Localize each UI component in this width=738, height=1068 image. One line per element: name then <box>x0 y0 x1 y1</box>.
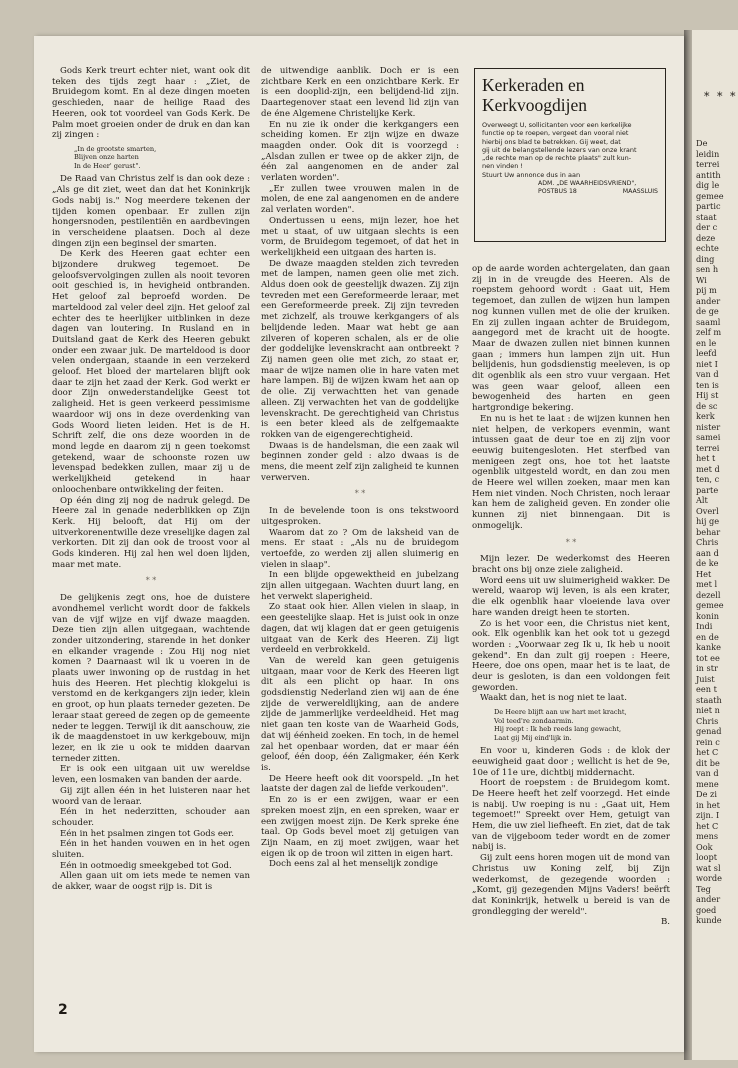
adjacent-page-line: saaml <box>696 316 721 327</box>
verse-line: Blijven onze harten <box>74 153 139 162</box>
verse-line: In de Heer' gerust". <box>74 161 141 170</box>
adjacent-page-line: pij m <box>696 285 717 295</box>
adjacent-page-line: aan d <box>696 547 719 558</box>
adjacent-page-line: samei <box>696 432 721 442</box>
section-separator: * * <box>565 537 577 547</box>
paragraph: Gij zijt allen één in het luisteren naar het woord van de leraar. <box>52 785 250 807</box>
paragraph: op de aarde worden achtergelaten, dan gaan zij in in de vreugde des Heeren. Als de roepstem gehoord wordt : Gaat uit, Hem tegemoet, dan zullen de wijzen hun lampen nog kunnen vullen met de olie der kruiken. En zij zullen ingaan achter de Bruidegom, aangegord met de kracht uit de hoogte. Maar de dwazen zullen niet binnen kunnen gaan ; immers hun lampen zijn uit. Hun belijdenis, hun godsdienstig meeleven, is op dit ogenblik als een stro vuur vergaan. Het was geen waar geloof, alleen een bewogenheid des harten en geen hartgrondige bekering. <box>472 264 670 414</box>
paragraph: Doch eens zal al het menselijk zondige <box>269 859 438 870</box>
adjacent-page-line: terrei <box>696 159 720 169</box>
adjacent-page-line: staath <box>696 694 722 705</box>
paragraph: Zo is het voor een, die Christus niet kent, ook. Elk ogenblik kan het ook tot u gezegd worden : „Voorwaar zeg Ik u, Ik heb u nooit gekend". En dan zult gij roepen : Heere, Heere, doe ons open, maar het is te laat, de deur is gesloten, is dan een voldongen feit geworden. <box>472 618 670 693</box>
paragraph: Word eens uit uw sluimerigheid wakker. De wereld, waarop wij leven, is als een krater, die elk ogenblik haar vloeiende lava over hare wanden dreigt heen te storten. <box>472 575 670 618</box>
adjacent-page-line: zelf m <box>696 327 722 337</box>
adjacent-page-line: en le <box>696 337 717 348</box>
adjacent-page-line: gemee <box>696 600 724 610</box>
paragraph: Er is ook een uitgaan uit uw wereldse leven, een losmaken van banden der aarde. <box>52 764 250 786</box>
adjacent-page-stars: * * * <box>704 90 738 103</box>
paragraph: Eén in ootmoedig smeekgebed tot God. <box>60 860 232 871</box>
paragraph: Waarom dat zo ? Om de laksheid van de mens. Er staat : „Als nu de bruidegom vertoefde, zo werden zij allen sluimerig en vielen in slaap". <box>261 527 459 570</box>
ad-title <box>482 75 658 115</box>
advertisement-box <box>474 68 666 242</box>
paragraph: En nu zie ik onder die kerkgangers een scheiding komen. Er zijn wijze en dwaze maagden onder. Ook dit is voorzegd : „Alsdan zullen er twee op de akker zijn, de één zal aangenomen en de ander zal verlaten worden". <box>261 119 459 184</box>
adjacent-page-line: worde <box>696 873 722 883</box>
adjacent-page-line: dig le <box>696 180 720 190</box>
adjacent-page-line: Ook <box>696 841 713 852</box>
adjacent-page-line: een t <box>696 684 717 694</box>
page-number: 2 <box>58 1002 68 1018</box>
paragraph: Hoort de roepstem : de Bruidegom komt. De Heere heeft het zelf voorzegd. Het einde is nabij. Uw roeping is nu : „Gaat uit, Hem tegemoet!" Spreekt over Hem, getuigt van Hem, die uw ziel liefheeft. En ziet, dat de tak van de vijgeboom teder wordt en de zomer nabij is. <box>472 778 670 853</box>
adjacent-page-line: de sc <box>696 400 718 411</box>
adjacent-page-line: ander <box>696 894 721 904</box>
adjacent-page-line: rein c <box>696 736 720 747</box>
adjacent-page-edge <box>692 30 738 1060</box>
paragraph: „Er zullen twee vrouwen malen in de molen, de ene zal aangenomen en de andere zal verlaten worden". <box>261 183 459 216</box>
adjacent-page-line: loopt <box>696 852 718 862</box>
paragraph: En voor u, kinderen Gods : de klok der eeuwigheid gaat door ; wellicht is het de 9e, 10e of 11e ure, dichtbij middernacht. <box>472 746 670 778</box>
adjacent-page-line: ding <box>696 253 715 264</box>
verse-line: Vol teed're zondaarmin. <box>494 716 574 725</box>
paragraph: Eén in het nederzitten, schouder aan schouder. <box>52 807 250 828</box>
author-signature: B. <box>660 917 670 928</box>
section-separator: * * <box>145 576 157 586</box>
ad-title-line: Kerkeraden en <box>482 75 585 95</box>
adjacent-page-line: tot ee <box>696 652 720 663</box>
newspaper-page <box>34 36 684 1052</box>
ad-body <box>482 121 658 179</box>
column-3 <box>472 264 670 928</box>
paragraph: En zo is er een zwijgen, waar er een spreken moest zijn, en een spreken, waar er een zwijgen moest zijn. De Kerk spreke éne taal. Op Gods bevel moet zij getuigen van Zijn Naam, en zij moet zwijgen, waar het eigen ik op de troon wil zitten in eigen hart. <box>261 795 459 859</box>
adjacent-page-line: Hij st <box>696 390 719 400</box>
ad-title-line: Kerkvoogdijen <box>482 95 587 115</box>
adjacent-page-line: goed <box>696 904 717 915</box>
adjacent-page-line: nister <box>696 421 721 432</box>
paragraph: Eén in het psalmen zingen tot Gods eer. <box>60 828 234 839</box>
adjacent-page-line: De zi <box>696 789 717 799</box>
paragraph: Waakt dan, het is nog niet te laat. <box>480 693 627 704</box>
adjacent-page-line: behar <box>696 526 721 537</box>
adjacent-page-line: sen h <box>696 264 719 274</box>
adjacent-page-line: genad <box>696 726 722 736</box>
column-2 <box>261 66 459 870</box>
adjacent-page-line: het C <box>696 747 719 757</box>
ad-body-line: functie op te roepen, vergeet dan vooral niet <box>482 129 629 138</box>
paragraph: En nu is het te laat : de wijzen kunnen hen niet helpen, de verkopers evenmin, want intussen gaat de deur toe en zij zijn voor eeuwig buitengesloten. Het sterfbed van menigeen zegt ons, hoe tot het laatste ogenblik uitgesteld wordt, en dan zou men de Heere wel willen zoeken, maar men kan Hem niet vinden. Noch Christen, noch leraar kan hem de zaligheid geven. En zonder olie kunnen zij niet binnengaan. Dit is onmogelijk. <box>472 413 670 531</box>
adjacent-page-line: in str <box>696 663 718 673</box>
paragraph: Op één ding zij nog de nadruk gelegd. De Heere zal in genade nederblikken op Zijn Kerk. Hij belooft, dat Hij om der uitverkorenentwille deze vreselijke dagen zal verkorten. Dit zij dan ook de troost voor al Gods kinderen. Hij zal hen wel doen lijden, maar met mate. <box>52 495 250 570</box>
ad-postbus: POSTBUS 18 <box>538 187 577 195</box>
paragraph: Gij zult eens horen mogen uit de mond van Christus uw Koning zelf, bij Zijn wederkomst, de gezegende woorden : „Komt, gij gezegenden Mijns Vaders! beërft dat Koninkrijk, hetwelk u bereid is van de grondlegging der wereld". <box>472 853 670 917</box>
ad-body-line: Stuurt Uw annonce dus in aan <box>482 170 581 179</box>
adjacent-page-line: niet n <box>696 705 720 715</box>
adjacent-page-line: Indi <box>696 621 713 631</box>
ad-city: MAASSLUIS <box>622 187 658 195</box>
verse-line: De Heere blijft aan uw hart met kracht, <box>494 708 627 717</box>
paragraph: Zo staat ook hier. Allen vielen in slaap, in een geestelijke slaap. Het is juist ook in onze dagen, dat wij klagen dat er geen getuigenis uitgaat van de Kerk des Heeren. Zij ligt verdeeld en verbrokkeld. <box>261 602 459 656</box>
adjacent-page-line: mene <box>696 778 719 789</box>
adjacent-page-line: de ge <box>696 306 719 316</box>
quote-verse <box>494 708 670 742</box>
paragraph: De Raad van Christus zelf is dan ook deze : „Als ge dit ziet, weet dan dat het Koninkrijk Gods nabij is." Nog meerdere tekenen der tijden komen openbaar. Er zullen zijn hongersnoden, pestilentiën en aardbevingen in verscheidene plaatsen. Doch al deze dingen zijn een beginsel der smarten. <box>52 174 250 249</box>
ad-body-line: hierbij ons blad te betrekken. Gij weet, dat <box>482 137 621 146</box>
adjacent-page-line: dezell <box>696 589 721 600</box>
adjacent-page-line: Wi <box>696 274 707 285</box>
adjacent-page-line: en de <box>696 631 719 642</box>
paragraph: Van de wereld kan geen getuigenis uitgaan, maar voor de Kerk des Heeren ligt dit als een plicht op haar. In ons godsdienstig Nederland zien wij aan de éne zijde de verwereldlijking, aan de andere zijde de jammerlijke verdeeldheid. Het mag niet gaan ten koste van de Waarheid Gods, dat wij éénheid zoeken. En toch, in de hemel zal het openbaar worden, dat er maar één geloof, één doop, één Zaligmaker, één Kerk is. <box>261 655 459 773</box>
adjacent-page-line: kunde <box>696 915 722 925</box>
adjacent-page-line: partic <box>696 201 721 211</box>
ad-address <box>482 180 658 196</box>
paragraph: In de bevelende toon is ons tekstwoord uitgesproken. <box>261 506 459 527</box>
adjacent-page-line: De <box>696 138 708 148</box>
adjacent-page-line: van d <box>696 768 719 778</box>
adjacent-page-line: konin <box>696 610 720 621</box>
ad-address-line: ADM. „DE WAARHEIDSVRIEND", <box>538 180 637 188</box>
adjacent-page-line: hij ge <box>696 516 720 526</box>
adjacent-page-line: van d <box>696 369 719 379</box>
paragraph: De Heere heeft ook dit voorspeld. „In het laatste der dagen zal de liefde verkouden". <box>261 773 459 795</box>
paragraph: Allen gaan uit om iets mede te nemen van de akker, waar de oogst rijp is. Dit is <box>52 871 250 893</box>
paragraph: Dwaas is de handelsman, die een zaak wil beginnen zonder geld : alzo dwaas is de mens, die meent zelf zijn zaligheid te kunnen verwerven. <box>261 440 459 483</box>
ad-body-line: Overweegt U, sollicitanten voor een kerkelijke <box>482 121 632 129</box>
adjacent-page-line: de ke <box>696 558 719 568</box>
adjacent-page-line: Het <box>696 568 712 579</box>
verse-line: Laat gij Mij eind'lijk in. <box>494 733 572 742</box>
adjacent-page-line: staat <box>696 211 717 222</box>
adjacent-page-line: leidin <box>696 148 720 159</box>
ad-body-line: gij uit de belangstellende lezers van onze krant <box>482 145 637 154</box>
adjacent-page-line: deze <box>696 232 716 243</box>
adjacent-page-line: dit be <box>696 757 720 768</box>
adjacent-page-line: Chris <box>696 537 719 547</box>
adjacent-page-line: ten, c <box>696 474 720 484</box>
paragraph: Ondertussen u eens, mijn lezer, hoe het met u staat, of uw uitgaan slechts is een vorm, de Bruidegom tegemoet, of dat het in werkelijkheid een uitgaan des harten is. <box>261 215 459 258</box>
verse-line: „In de grootste smarten, <box>74 144 157 153</box>
adjacent-page-line: wat sl <box>696 862 721 873</box>
paragraph: De dwaze maagden stelden zich tevreden met de lampen, namen geen olie met zich. Aldus doen ook de geestelijk dwazen. Zij zijn tevreden met een Gereformeerde leraar, met een Gereformeerde preek. Zij zijn tevreden met zichzelf, als trouwe kerkgangers of als belijdende leden. Maar wat hebt ge aan zilveren of koperen schalen, als er de olie der goddelijke levenskracht aan ontbreekt ? Zij namen geen olie met zich, zo staat er, maar de wijze namen olie in hare vaten met hare lampen. Bij de wijzen kwam het aan op de olie. Zij verwachtten het van genade alleen. Zij verwachten het van de goddelijke levenskracht. De gerechtigheid van Christus is een beter kleed als de zelfgemaakte rokken van de eigengerechtigheid. <box>261 258 459 440</box>
paragraph: Mijn lezer. De wederkomst des Heeren bracht ons bij onze ziele zaligheid. <box>472 554 670 575</box>
adjacent-page-line: terrei <box>696 442 720 453</box>
adjacent-page-line: niet I <box>696 358 718 369</box>
adjacent-page-line: het C <box>696 820 719 831</box>
ad-body-line: „de rechte man op de rechte plaats" zult kun- <box>482 154 632 163</box>
adjacent-page-line: echte <box>696 243 719 253</box>
adjacent-page-line: ten is <box>696 379 719 390</box>
ad-body-line: nen vinden ! <box>482 162 523 171</box>
paragraph: de uitwendige aanblik. Doch er is een zichtbare Kerk en een onzichtbare Kerk. Er is een dooplid-zijn, een belijdend-lid zijn. Daartegenover staat een levend lid zijn van de éne Algemene Christelijke Kerk. <box>261 66 459 119</box>
adjacent-page-line: Chris <box>696 715 719 726</box>
paragraph: Gods Kerk treurt echter niet, want ook dit teken des tijds zegt haar : „Ziet, de Bruidegom komt. En al deze dingen moeten geschieden, naar de heilige Raad des Heeren, ook tot voordeel van Gods Kerk. De Palm moet groeien onder de druk en dan kan zij zingen : <box>52 66 250 141</box>
adjacent-page-line: der c <box>696 222 718 232</box>
adjacent-page-line: Juist <box>696 673 715 684</box>
adjacent-page-line: parte <box>696 484 719 495</box>
paragraph: De gelijkenis zegt ons, hoe de duistere avondhemel verlicht wordt door de fakkels van de vijf wijze en vijf dwaze maagden. Deze tien zijn allen uitgegaan, wachtende zonder uitzondering, starende in het donker en elkander vragende : Zou Hij nog niet komen ? Daarnaast wil ik u voeren in de plaats uwer inwoning op de rustdag in het huis des Heeren. Het plechtig klokgelui is verstomd en de kerkgangers zijn ieder, klein en groot, op hun plaats terneder gezeten. De leraar staat gereed de zegen op de gemeente neder te leggen. Terwijl ik dit aanschouw, zie ik de maagdenstoet in uw kerkgebouw, mijn lezer, en ik zie u ook te midden daarvan terneder zitten. <box>52 593 250 764</box>
paragraph: In een blijde opgewektheid en jubelzang zijn allen uitgegaan. Wachten duurt lang, en het verwekt slaperigheid. <box>261 570 459 602</box>
paragraph: Eén in het handen vouwen en in het ogen sluiten. <box>52 839 250 861</box>
adjacent-page-line: Alt <box>696 495 708 505</box>
adjacent-page-line: kanke <box>696 642 721 652</box>
adjacent-page-line: leefd <box>696 348 717 358</box>
adjacent-page-line: ander <box>696 295 721 306</box>
verse-line: Hij roept : Ik heb reeds lang gewacht, <box>494 725 622 734</box>
adjacent-page-line: zijn. I <box>696 810 720 820</box>
adjacent-page-line: het t <box>696 453 716 463</box>
adjacent-page-line: mens <box>696 831 719 841</box>
book-spine <box>684 30 692 1060</box>
adjacent-page-line: Teg <box>696 883 711 894</box>
adjacent-page-line: gemee <box>696 190 724 201</box>
adjacent-page-line: antith <box>696 169 721 180</box>
adjacent-page-line: met d <box>696 463 720 474</box>
adjacent-page-line: met l <box>696 579 718 589</box>
paragraph: De Kerk des Heeren gaat echter een bijzondere drukweg tegemoet. De geloofsvervolgingen zullen als nooit tevoren ooit geschied is, in hevigheid ontbranden. Het geloof zal beproefd worden. De marteldood zal veler deel zijn. Het geloof zal echter des te heerlijker uitblinken in deze dagen van loutering. In Rusland en in Duitsland gaat de Kerk des Heeren gebukt onder een zwaar juk. De marteldood is door velen ondergaan, staande in een verzekerd geloof. Het bloed der martelaren blijft ook daar te zijn het zaad der Kerk. God werkt er door Zijn onwederstandelijke Geest tot zaligheid. Het is geen verkeerd pessimisme waardoor wij ons in deze overdenking van Gods Woord lieten leiden. Het is de H. Schrift zelf, die ons deze woorden in de mond legde en daarom zij n geen toekomst getekend, waar de schoonste rozen uw levenspad bedekken zullen, maar zij u de werkelijkheid getekend in haar onloochenbare ontwikkeling der feiten. <box>52 249 250 495</box>
section-separator: * * <box>354 489 366 499</box>
column-1 <box>52 66 250 893</box>
adjacent-page-line: kerk <box>696 411 715 421</box>
adjacent-page-line: Overl <box>696 505 719 516</box>
adjacent-page-text <box>696 138 738 926</box>
quote-verse <box>74 145 250 171</box>
adjacent-page-line: in het <box>696 799 720 810</box>
